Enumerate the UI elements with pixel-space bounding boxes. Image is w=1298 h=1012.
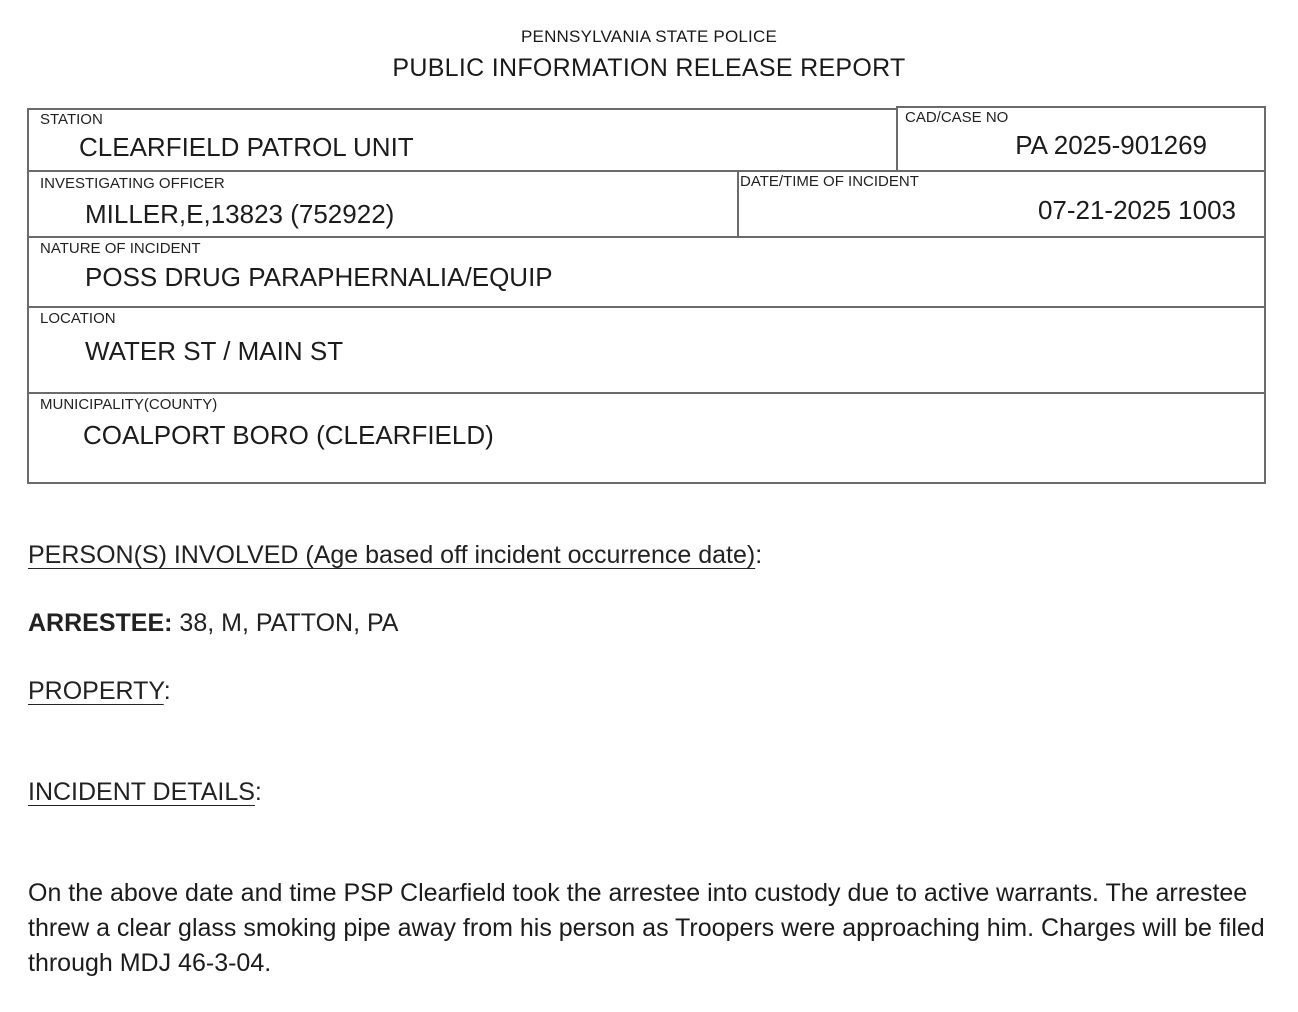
officer-label: INVESTIGATING OFFICER	[40, 175, 225, 192]
incident-details-text: On the above date and time PSP Clearfield took the arrestee into custody due to active warrants. The arrestee threw a clear glass smoking pipe away from his person as Troopers were approaching him. Charges will be filed through MDJ 46-3-04.	[28, 879, 1265, 977]
details-heading	[28, 778, 262, 807]
datetime-label: DATE/TIME OF INCIDENT	[740, 173, 919, 190]
nature-label: NATURE OF INCIDENT	[40, 240, 201, 257]
persons-heading-text: PERSON(S) INVOLVED (Age based off incident occurrence date)	[28, 541, 756, 569]
details-heading-text: INCIDENT DETAILS	[28, 778, 255, 806]
station-value: CLEARFIELD PATROL UNIT	[79, 132, 414, 162]
nature-cell	[27, 236, 1266, 308]
location-value: WATER ST / MAIN ST	[85, 336, 344, 366]
report-title: PUBLIC INFORMATION RELEASE REPORT	[392, 54, 906, 82]
case-no-value: PA 2025-901269	[1015, 130, 1207, 160]
arrestee-line	[28, 609, 398, 638]
municipality-cell	[27, 392, 1266, 484]
location-label: LOCATION	[40, 310, 116, 327]
officer-cell	[27, 170, 739, 238]
persons-heading-colon: :	[755, 541, 763, 569]
property-heading-text: PROPERTY	[28, 677, 164, 705]
station-cell	[27, 108, 898, 172]
details-heading-colon: :	[254, 778, 262, 806]
persons-heading	[28, 541, 762, 570]
arrestee-value: 38, M, PATTON, PA	[179, 609, 399, 637]
datetime-value: 07-21-2025 1003	[1037, 195, 1236, 225]
property-heading	[28, 677, 171, 706]
station-label: STATION	[40, 111, 103, 128]
municipality-value: COALPORT BORO (CLEARFIELD)	[83, 420, 494, 450]
officer-value: MILLER,E,13823 (752922)	[85, 199, 395, 229]
case-no-label: CAD/CASE NO	[905, 109, 1009, 126]
nature-value: POSS DRUG PARAPHERNALIA/EQUIP	[85, 262, 553, 292]
agency-name: PENNSYLVANIA STATE POLICE	[521, 27, 777, 46]
arrestee-label: ARRESTEE:	[28, 609, 173, 637]
property-heading-colon: :	[163, 677, 171, 705]
case-no-cell	[896, 106, 1266, 172]
location-cell	[27, 306, 1266, 394]
datetime-cell	[737, 170, 1266, 238]
municipality-label: MUNICIPALITY(COUNTY)	[40, 396, 218, 413]
